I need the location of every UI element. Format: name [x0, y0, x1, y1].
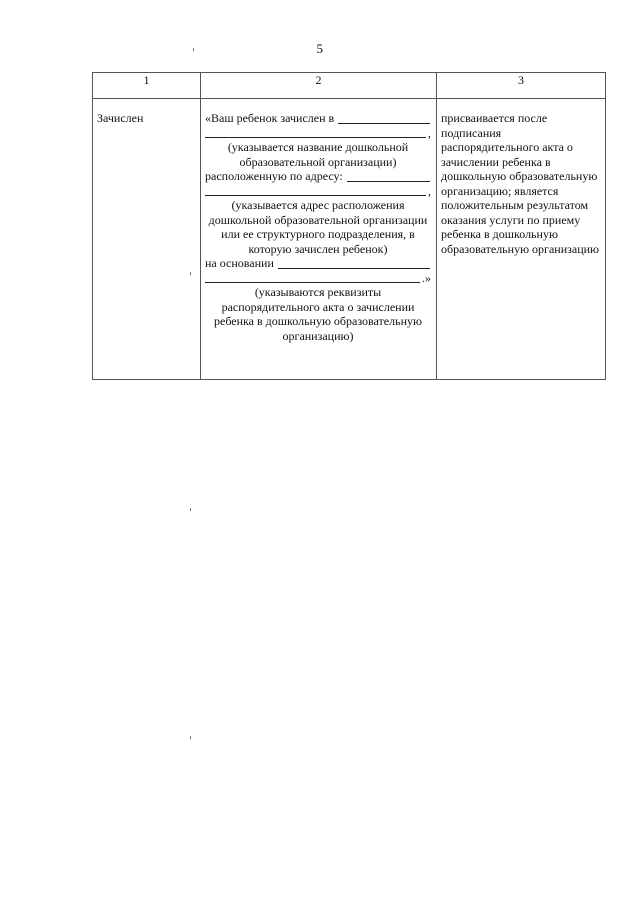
column-header-2: 2: [201, 73, 437, 99]
message-line-6-tail: .»: [422, 270, 431, 285]
scan-speck: [190, 508, 191, 511]
message-cell: [201, 99, 437, 380]
message-line-4-tail: ,: [428, 183, 431, 198]
note-text: присваивается после подписания распорядительного акта о зачислении ребенка в дошкольную образовательную организацию; является положительным результатом оказания услуги по приему ребенка в дошкольную образовательную организацию: [441, 111, 600, 256]
column-header-3: 3: [437, 73, 606, 99]
scan-speck: [193, 48, 194, 51]
hint-order-details: (указываются реквизиты распорядительного акта о зачислении ребенка в дошкольную образовательную организацию): [214, 285, 422, 343]
message-line-4: [205, 184, 431, 199]
scan-speck: [190, 736, 191, 739]
fill-in-blank: [205, 184, 426, 196]
fill-in-blank: [205, 126, 426, 138]
message-line-1-text: «Ваш ребенок зачислен в: [205, 111, 335, 125]
hint-organization-address: (указывается адрес расположения дошкольной образовательной организации или ее структурного подразделения, в которую зачислен ребенок): [208, 198, 428, 256]
message-line-5: [205, 256, 431, 271]
table-row: [93, 99, 606, 380]
fill-in-blank: [205, 271, 420, 283]
status-table: [92, 72, 606, 380]
table-header-row: [93, 73, 606, 99]
message-line-3: [205, 169, 431, 184]
hint-organization-name: (указывается название дошкольной образовательной организации): [227, 140, 409, 169]
note-cell: [437, 99, 606, 380]
message-line-2-tail: ,: [428, 125, 431, 140]
status-label: Зачислен: [97, 111, 144, 125]
fill-in-blank: [338, 112, 430, 124]
message-line-1: [205, 111, 431, 126]
message-line-2: [205, 126, 431, 141]
message-line-3-text: расположенную по адресу:: [205, 169, 343, 183]
message-line-6: [205, 271, 431, 286]
page-number: 5: [316, 41, 324, 56]
fill-in-blank: [278, 257, 430, 269]
fill-in-blank: [347, 170, 430, 182]
scan-speck: [190, 272, 191, 275]
status-cell: [93, 99, 201, 380]
message-line-5-text: на основании: [205, 256, 274, 270]
column-header-1: 1: [93, 73, 201, 99]
